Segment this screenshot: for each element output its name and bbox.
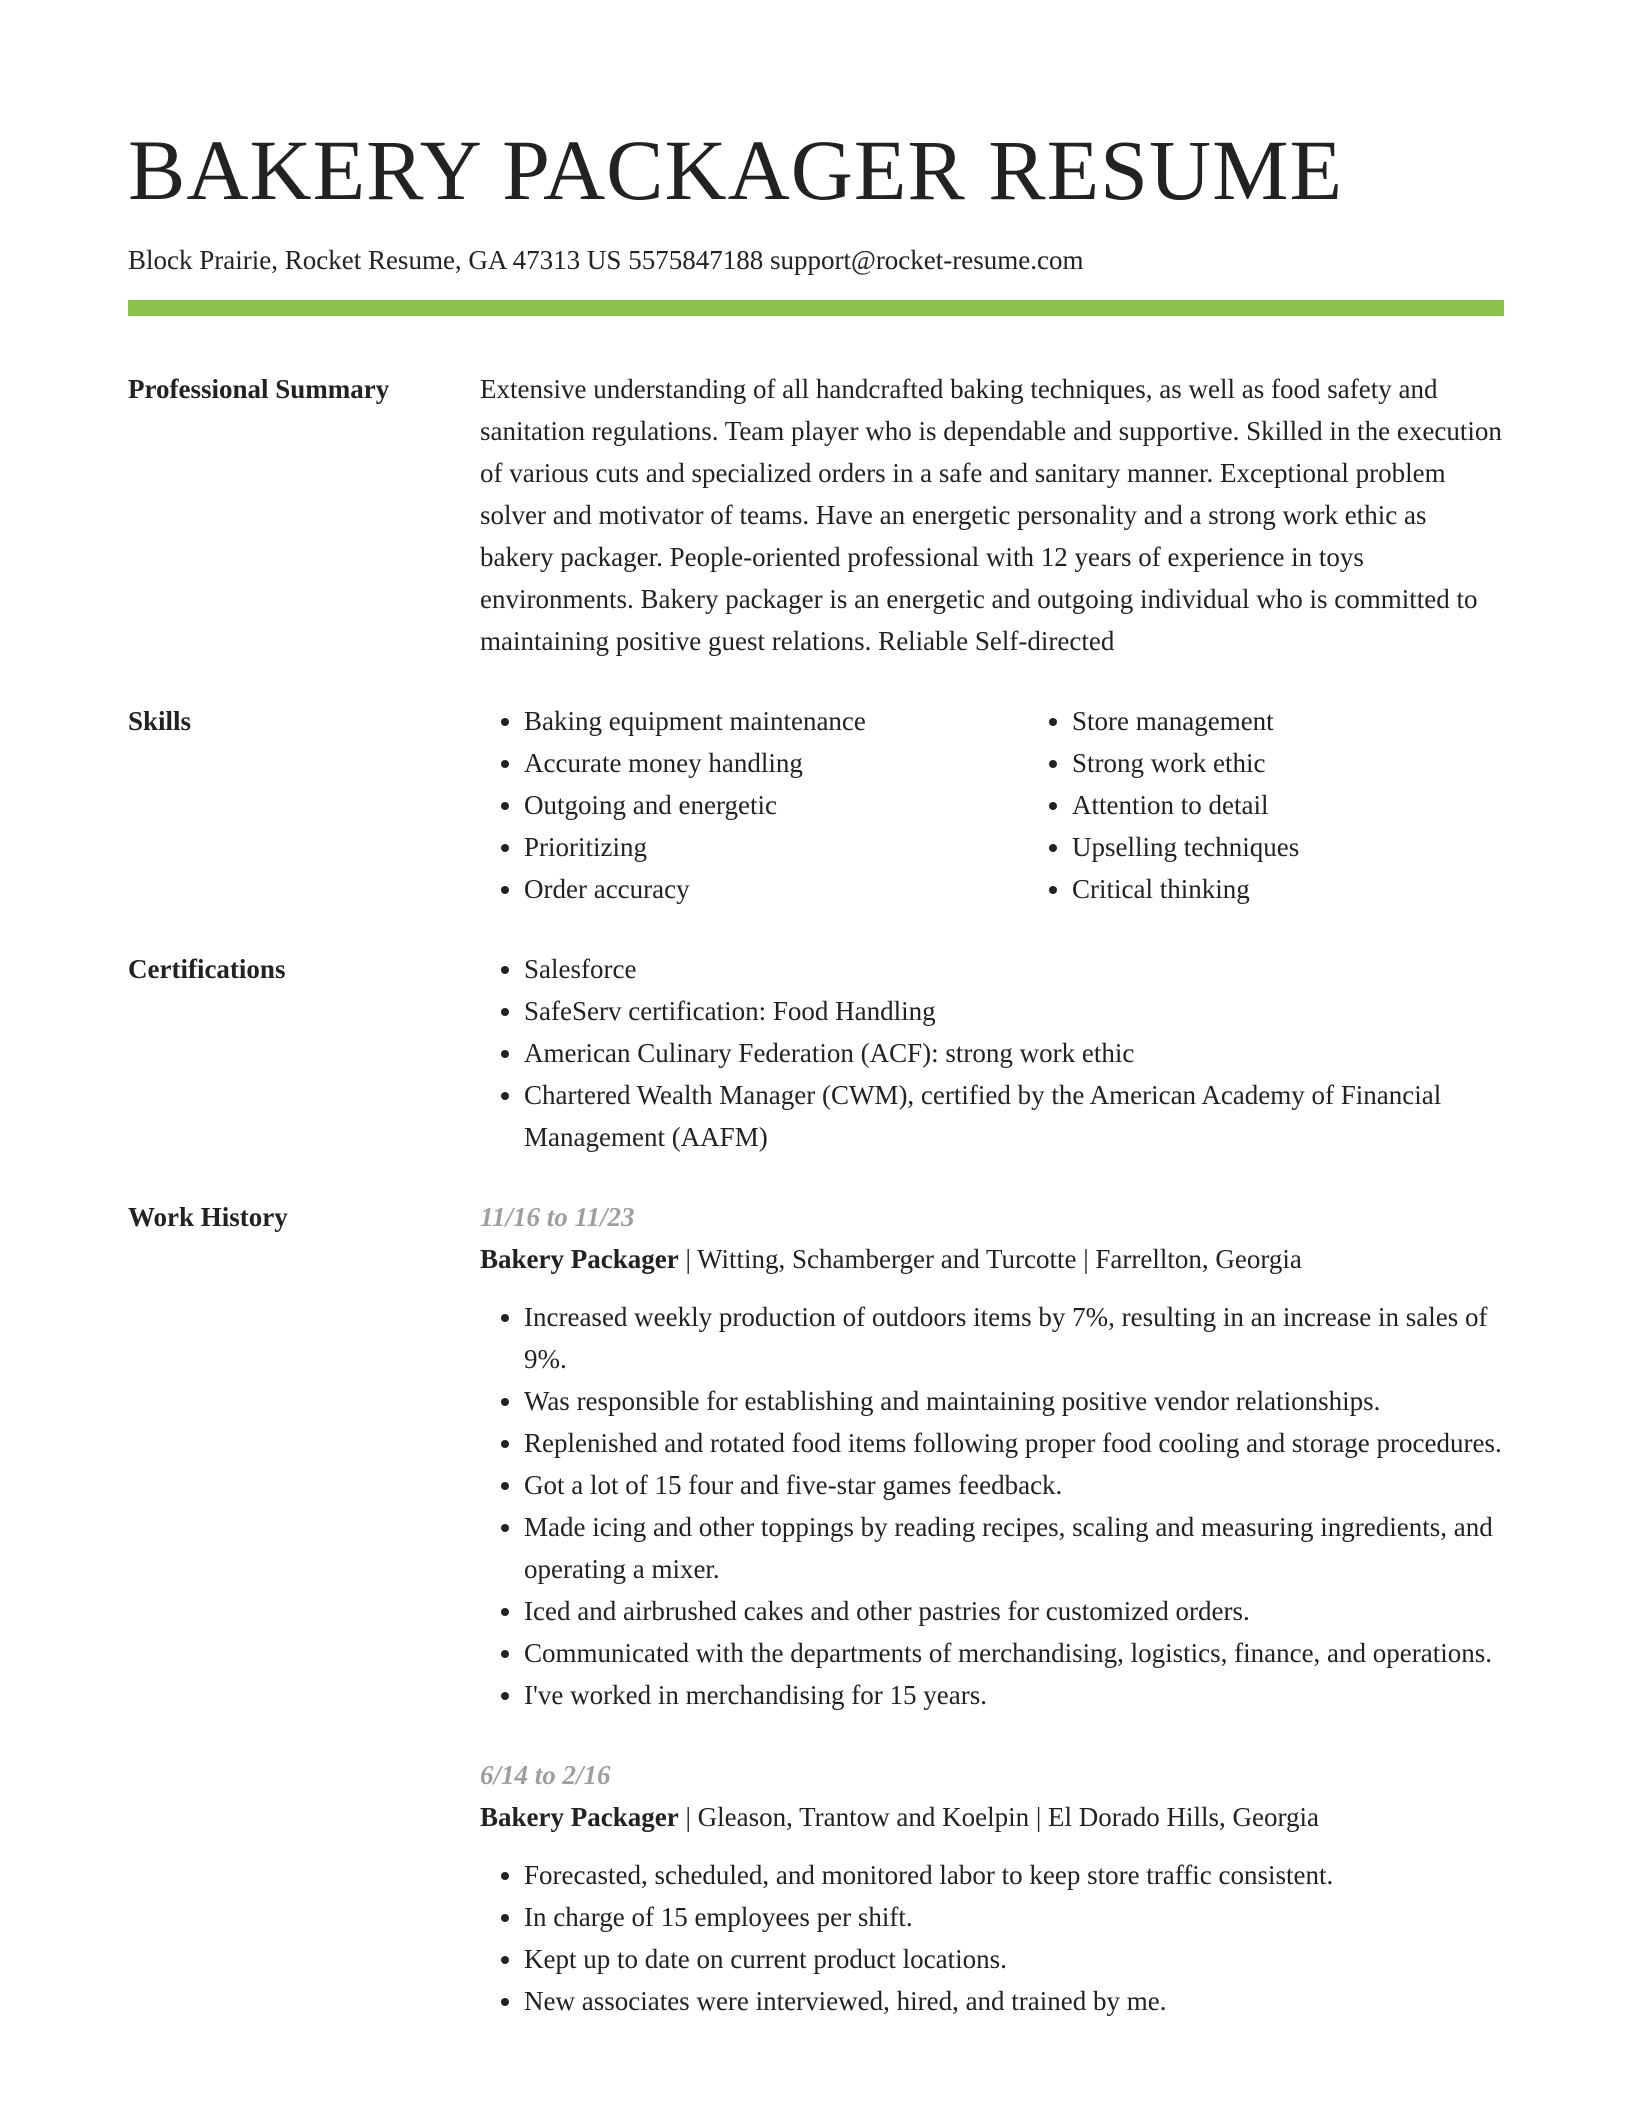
job-bullets (480, 1854, 1504, 2022)
skills-content (480, 700, 1576, 910)
skills-list-right (1028, 700, 1576, 910)
certifications-list (480, 948, 1504, 1158)
job-dates: 11/16 to 11/23 (480, 1202, 635, 1232)
work-history-content (480, 1196, 1504, 2022)
skill-item: • Strong work ethic (1072, 742, 1576, 784)
section-label: Skills (128, 706, 192, 736)
job-title: Bakery Packager (480, 1244, 679, 1274)
certification-item: • Chartered Wealth Manager (CWM), certified by the American Academy of Financial Management (AAFM) (524, 1074, 1504, 1158)
job-bullet: • Kept up to date on current product locations. (524, 1938, 1504, 1980)
resume-title: BAKERY PACKAGER RESUME (128, 122, 1344, 218)
skill-item: • Baking equipment maintenance (524, 700, 1028, 742)
skill-item: • Store management (1072, 700, 1576, 742)
professional-summary-section (128, 368, 1504, 662)
job-bullet: • Got a lot of 15 four and five-star games feedback. (524, 1464, 1504, 1506)
contact-line: Block Prairie, Rocket Resume, GA 47313 US 5575847188 support@rocket-resume.com (128, 245, 1084, 275)
accent-divider (128, 300, 1504, 316)
job-bullet: • I've worked in merchandising for 15 years. (524, 1674, 1504, 1716)
job-bullets (480, 1296, 1504, 1716)
job-title: Bakery Packager (480, 1802, 679, 1832)
skill-item: • Prioritizing (524, 826, 1028, 868)
job-bullet: • Iced and airbrushed cakes and other pastries for customized orders. (524, 1590, 1504, 1632)
job-dates: 6/14 to 2/16 (480, 1760, 611, 1790)
section-label: Work History (128, 1202, 288, 1232)
job-bullet: • Forecasted, scheduled, and monitored labor to keep store traffic consistent. (524, 1854, 1504, 1896)
job-bullet: • Was responsible for establishing and maintaining positive vendor relationships. (524, 1380, 1504, 1422)
certification-item: • American Culinary Federation (ACF): strong work ethic (524, 1032, 1504, 1074)
job-bullet: • Increased weekly production of outdoors items by 7%, resulting in an increase in sales of 9%. (524, 1296, 1504, 1380)
job-bullet: • Made icing and other toppings by reading recipes, scaling and measuring ingredients, and operating a mixer. (524, 1506, 1504, 1590)
job-header (480, 1238, 1504, 1280)
job-header (480, 1796, 1504, 1838)
skill-item: • Order accuracy (524, 868, 1028, 910)
job-entry (480, 1196, 1504, 1716)
job-bullet: • New associates were interviewed, hired, and trained by me. (524, 1980, 1504, 2022)
skill-item: • Outgoing and energetic (524, 784, 1028, 826)
skills-section (128, 700, 1504, 910)
skill-item: • Attention to detail (1072, 784, 1576, 826)
certification-item: • Salesforce (524, 948, 1504, 990)
section-label: Professional Summary (128, 374, 390, 404)
job-details: | Witting, Schamberger and Turcotte | Farrellton, Georgia (678, 1244, 1302, 1274)
job-bullet: • Replenished and rotated food items following proper food cooling and storage procedures. (524, 1422, 1504, 1464)
skill-item: • Accurate money handling (524, 742, 1028, 784)
job-bullet: • Communicated with the departments of merchandising, logistics, finance, and operations. (524, 1632, 1504, 1674)
skills-list-left (480, 700, 1028, 910)
job-bullet: • In charge of 15 employees per shift. (524, 1896, 1504, 1938)
job-details: | Gleason, Trantow and Koelpin | El Dorado Hills, Georgia (678, 1802, 1319, 1832)
certification-item: • SafeServ certification: Food Handling (524, 990, 1504, 1032)
work-history-section (128, 1196, 1504, 2022)
job-entry (480, 1754, 1504, 2022)
summary-text: Extensive understanding of all handcrafted baking techniques, as well as food safety and sanitation regulations. Team player who is dependable and supportive. Skilled in the execution of various cuts and specialized orders in a safe and sanitary manner. Exceptional problem solver and motivator of teams. Have an energetic personality and a strong work ethic as bakery packager. People-oriented professional with 12 years of experience in toys environments. Bakery packager is an energetic and outgoing individual who is committed to maintaining positive guest relations. Reliable Self-directed (480, 374, 1502, 656)
skill-item: • Upselling techniques (1072, 826, 1576, 868)
summary-content (480, 368, 1504, 662)
certifications-section (128, 948, 1504, 1158)
skill-item: • Critical thinking (1072, 868, 1576, 910)
certifications-content (480, 948, 1504, 1158)
section-label: Certifications (128, 954, 286, 984)
